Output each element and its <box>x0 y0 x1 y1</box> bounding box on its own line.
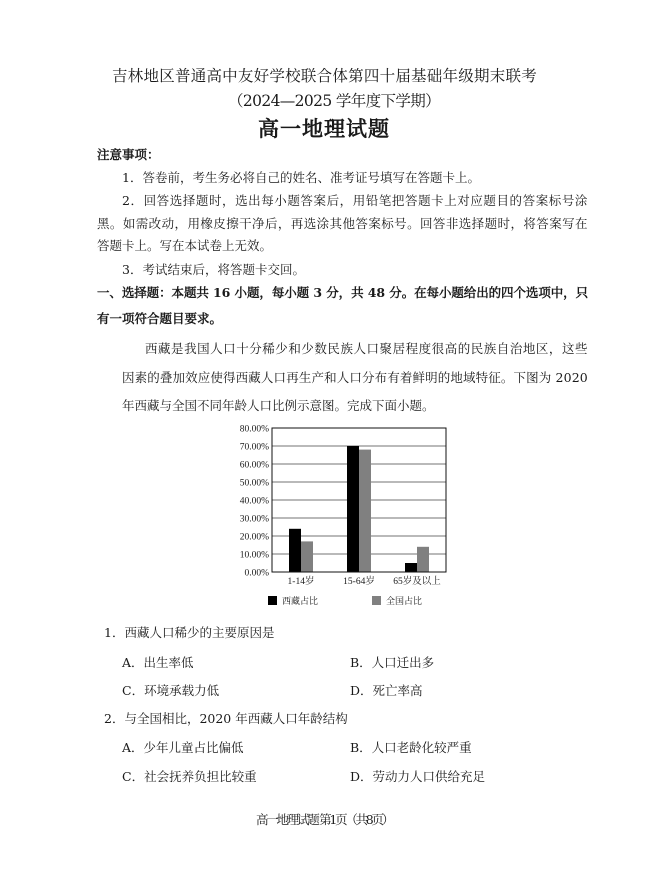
y-tick-label: 30.00% <box>239 514 269 525</box>
legend-label-national: 全国占比 <box>386 597 423 607</box>
bar-series-2-category-1 <box>301 541 313 572</box>
paper-title: 高一地理试题 <box>258 116 390 141</box>
material-line-2: 因素的叠加效应使得西藏人口再生产和人口分布有着鲜明的地域特征。下图为 2020 <box>122 370 588 385</box>
question-1-stem: 1．西藏人口稀少的主要原因是 <box>104 625 275 640</box>
question-1-option-b: B．人口迁出多 <box>350 655 435 670</box>
bar-series-2-category-2 <box>359 450 371 572</box>
notice-item-2-line-1: 2．回答选择题时，选出每小题答案后，用铅笔把答题卡上对应题目的答案标号涂 <box>122 193 588 208</box>
section-heading-line-2: 有一项符合题目要求。 <box>97 311 223 326</box>
y-tick-label: 10.00% <box>239 550 269 561</box>
notice-item-2-line-3: 答题卡上。写在本试卷上无效。 <box>97 238 273 253</box>
legend-swatch-xizang <box>268 596 277 605</box>
bar-series-1-category-3 <box>405 563 417 572</box>
chart-legend <box>268 595 422 607</box>
legend-label-xizang: 西藏占比 <box>282 597 319 607</box>
question-1-option-a: A．出生率低 <box>122 655 194 670</box>
bar-series-1-category-2 <box>347 446 359 572</box>
question-2-option-d: D．劳动力人口供给充足 <box>350 769 486 784</box>
y-tick-label: 50.00% <box>239 478 269 489</box>
question-2-stem: 2．与全国相比，2020 年西藏人口年龄结构 <box>104 711 348 726</box>
material-line-1: 西藏是我国人口十分稀少和少数民族人口聚居程度很高的民族自治地区，这些 <box>145 341 589 356</box>
notice-heading: 注意事项： <box>97 147 160 162</box>
y-tick-label: 0.00% <box>244 568 269 579</box>
exam-title: 吉林地区普通高中友好学校联合体第四十届基础年级期末联考 <box>112 67 537 85</box>
notice-item-3: 3．考试结束后，将答题卡交回。 <box>122 262 305 277</box>
y-tick-label: 60.00% <box>239 460 269 471</box>
y-tick-label: 70.00% <box>239 442 269 453</box>
y-tick-label: 40.00% <box>239 496 269 507</box>
question-2-option-b: B．人口老龄化较严重 <box>350 740 472 755</box>
notice-item-2-line-2: 黑。如需改动，用橡皮擦干净后，再选涂其他答案标号。回答非选择题时，将答案写在 <box>97 216 588 231</box>
question-2-option-c: C．社会抚养负担比较重 <box>122 769 257 784</box>
question-1-option-d: D．死亡率高 <box>350 683 423 698</box>
x-tick-label: 15-64岁 <box>343 577 375 587</box>
y-tick-label: 80.00% <box>239 424 269 435</box>
legend-swatch-national <box>372 596 381 605</box>
page-footer: 高一地理试题 第1页（共8页） <box>256 812 392 827</box>
age-structure-chart <box>220 415 460 615</box>
exam-term: （2024—2025 学年度下学期） <box>228 92 440 110</box>
question-1-option-c: C．环境承载力低 <box>122 683 220 698</box>
x-tick-label: 65岁及以上 <box>393 577 441 587</box>
plot-area <box>240 424 446 587</box>
x-tick-label: 1-14岁 <box>287 577 315 587</box>
y-tick-label: 20.00% <box>239 532 269 543</box>
question-2-option-a: A．少年儿童占比偏低 <box>122 740 244 755</box>
material-line-3: 年西藏与全国不同年龄人口比例示意图。完成下面小题。 <box>122 398 435 413</box>
bar-series-2-category-3 <box>417 547 429 572</box>
notice-item-1: 1．答卷前，考生务必将自己的姓名、准考证号填写在答题卡上。 <box>122 170 480 185</box>
bar-series-1-category-1 <box>289 529 301 572</box>
section-heading-line-1: 一、选择题：本题共 16 小题，每小题 3 分，共 48 分。在每小题给出的四个选项中，只 <box>97 285 589 300</box>
